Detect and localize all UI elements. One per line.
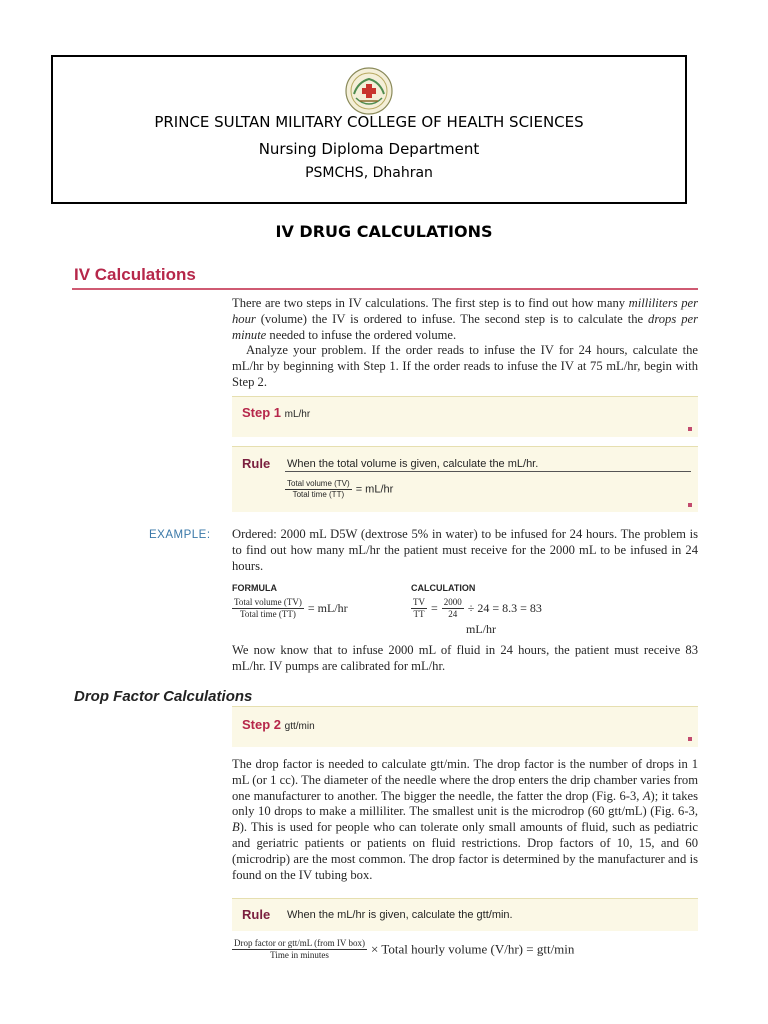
final-denominator: Time in minutes <box>270 950 329 960</box>
step1-unit: mL/hr <box>284 409 311 420</box>
rule1-denominator: Total time (TT) <box>292 490 345 499</box>
drop-factor-paragraph <box>232 757 698 883</box>
calc-result: ÷ 24 = 8.3 = 83 <box>467 601 542 615</box>
drop-factor-formula <box>232 938 698 961</box>
rule1-formula <box>285 479 393 500</box>
drop-text: ); it takes only 10 drops to make a milliliter. The smallest unit is the microdrop (60 gtt/mL) (Fig. 6-3, <box>232 788 698 819</box>
formula-numerator: Total volume (TV) <box>234 597 302 607</box>
step2-unit: gtt/min <box>284 721 315 732</box>
drop-text: The drop factor is needed to calculate gtt/min. The drop factor is the number of drops in 1 mL (or 1 cc). The diameter of the needle where the drop enters the drip chamber varies from one manufacturer to another. The bigger the needle, the fatter the drop (Fig. 6-3, <box>232 757 698 803</box>
intro-p1 <box>232 296 698 343</box>
marker-square <box>688 737 692 741</box>
college-name: PRINCE SULTAN MILITARY COLLEGE OF HEALTH SCIENCES <box>154 113 584 131</box>
calc-denominator-2: 24 <box>448 609 458 619</box>
example-text: Ordered: 2000 mL D5W (dextrose 5% in water) to be infused for 24 hours. The problem is to find out how many mL/hr the patient must receive for the 2000 mL to be infused in 24 hours. <box>232 527 698 573</box>
final-numerator: Drop factor or gtt/mL (from IV box) <box>234 938 365 948</box>
intro-p2: Analyze your problem. If the order reads to infuse the IV for 24 hours, calculate the mL/hr by beginning with Step 1. If the order reads to infuse the IV at 75 mL/hr, begin with Step 2. <box>232 343 698 389</box>
calc-fraction-1 <box>411 597 427 620</box>
drop-emphasis: A <box>642 788 651 803</box>
example-formula <box>232 597 348 620</box>
example-calculation <box>411 597 542 620</box>
rule1-text: When the total volume is given, calculate the mL/hr. <box>287 458 539 470</box>
rule1-underline <box>285 471 691 472</box>
formula-result: = mL/hr <box>307 601 348 615</box>
calc-numerator-1: TV <box>413 597 425 607</box>
document-title: IV DRUG CALCULATIONS <box>275 222 493 241</box>
step2-box <box>232 706 698 747</box>
calc-fraction-2 <box>442 597 464 620</box>
section-divider <box>72 288 698 290</box>
rule1-fraction <box>285 479 352 500</box>
rule1-result: = mL/hr <box>355 483 394 496</box>
calc-unit: mL/hr <box>466 622 496 636</box>
intro-emphasis: drops per minute <box>232 311 698 342</box>
intro-text: (volume) the IV is ordered to infuse. The second step is to calculate the <box>255 311 649 326</box>
formula-denominator: Total time (TT) <box>240 609 296 619</box>
department-name: Nursing Diploma Department <box>258 140 480 158</box>
calc-equals: = <box>431 601 438 615</box>
campus-name: PSMCHS, Dhahran <box>305 165 433 181</box>
calc-denominator-1: TT <box>413 609 425 619</box>
calculation-heading: CALCULATION <box>411 583 476 593</box>
drop-factor-heading: Drop Factor Calculations <box>74 688 253 705</box>
rule1-label: Rule <box>242 456 271 471</box>
example-formula-fraction <box>232 597 304 620</box>
intro-text: needed to infuse the ordered volume. <box>266 327 457 342</box>
rule1-box <box>232 446 698 512</box>
rule2-label: Rule <box>242 907 271 922</box>
example-label: EXAMPLE: <box>149 529 211 541</box>
intro-paragraph <box>232 296 698 391</box>
rule1-numerator: Total volume (TV) <box>287 479 350 488</box>
rule2-text: When the mL/hr is given, calculate the gtt/min. <box>287 909 513 921</box>
final-rest: × Total hourly volume (V/hr) = gtt/min <box>370 941 575 957</box>
marker-square <box>688 427 692 431</box>
step1-label: Step 1 <box>242 405 282 420</box>
drop-emphasis: B <box>232 820 240 835</box>
iv-calculations-heading: IV Calculations <box>74 265 196 284</box>
rule2-box <box>232 898 698 931</box>
final-fraction <box>232 938 367 961</box>
step1-box <box>232 396 698 437</box>
step2-heading <box>242 717 315 732</box>
drop-text: ). This is used for people who can tolerate only small amounts of fluid, such as pediatric and geriatric patients or patients on fluid restrictions. Drop factors of 10, 15, and 60 (microdrip) are the most common. The drop factor is determined by the manufacturer and is found on the IV tubing box. <box>232 820 698 882</box>
college-emblem-icon <box>344 66 394 116</box>
intro-text: There are two steps in IV calculations. The first step is to find out how many <box>232 296 629 310</box>
formula-heading: FORMULA <box>232 583 277 593</box>
conclusion-paragraph: We now know that to infuse 2000 mL of fluid in 24 hours, the patient must receive 83 mL/hr. IV pumps are calibrated for mL/hr. <box>232 643 698 673</box>
intro-emphasis: milliliters per hour <box>232 296 699 326</box>
step2-label: Step 2 <box>242 717 282 732</box>
calc-numerator-2: 2000 <box>443 597 462 607</box>
marker-square <box>688 503 692 507</box>
step1-heading <box>242 405 310 420</box>
